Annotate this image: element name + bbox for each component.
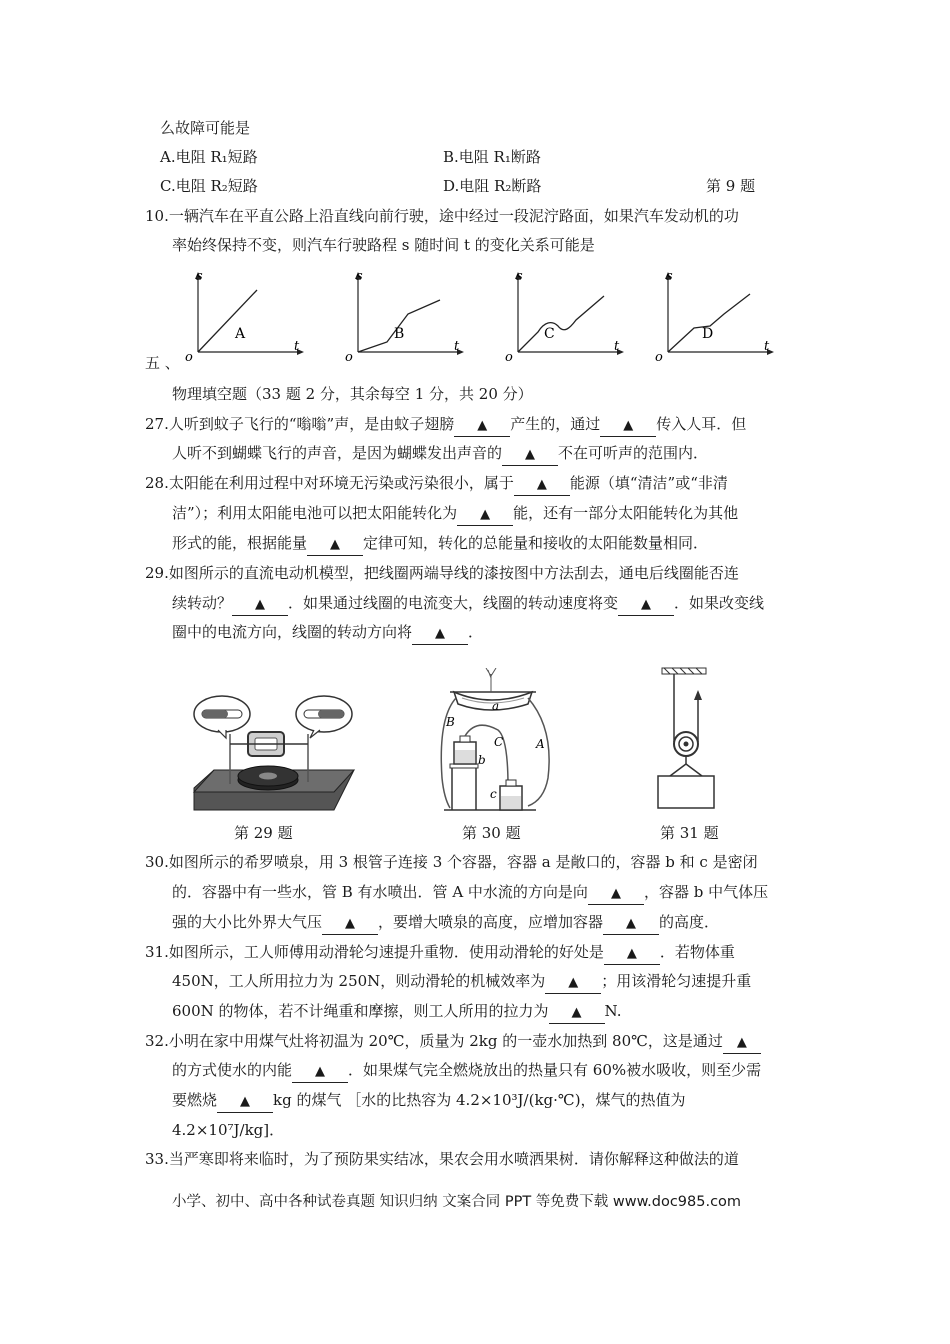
graph-b-letter: B [394, 326, 405, 342]
graph-d-s: s [666, 269, 673, 284]
graph-c-o: o [505, 350, 513, 363]
q30-text-6: 的高度． [659, 913, 720, 931]
q28-text-6: 定律可知，转化的总能量和接收的太阳能数量相同． [363, 534, 709, 552]
q31-text-5: 600N 的物体，若不计绳重和摩擦，则工人所用的拉力为 [172, 1002, 549, 1020]
q27-text-1: 27.人听到蚊子飞行的“嗡嗡”声，是由蚊子翅膀 [145, 415, 455, 433]
q29-blank-3[interactable]: ▲ [412, 622, 468, 645]
q28-blank-2[interactable]: ▲ [457, 503, 513, 526]
graph-b-s: s [356, 269, 363, 284]
q29-text-4: ．如果改变线 [674, 594, 765, 612]
q30-line1: 30.如图所示的希罗喷泉，用 3 根管子连接 3 个容器，容器 a 是敞口的，容器 b 和 c 是密闭 [145, 853, 758, 871]
q32-text-4: 要燃烧 [172, 1091, 218, 1109]
q9-option-a: A.电阻 R₁短路 [160, 148, 258, 166]
q9-figure-label: 第 9 题 [706, 177, 756, 195]
graph-a-o: o [185, 350, 193, 363]
q31-line1 [145, 942, 735, 965]
q30-text-2: 的．容器中有一些水，管 B 有水喷出．管 A 中水流的方向是向 [172, 883, 588, 901]
graph-c-s: s [516, 269, 523, 284]
q32-blank-2[interactable]: ▲ [292, 1060, 348, 1083]
q31-line3 [172, 1001, 621, 1024]
q32-line3 [172, 1090, 686, 1113]
q10-graph-a [182, 268, 312, 363]
fig30-label-b: b [478, 753, 486, 767]
fig30-label-C: C [494, 735, 504, 749]
figure-31-pulley [652, 664, 722, 814]
q30-text-4: 强的大小比外界大气压 [172, 913, 323, 931]
q28-line2 [172, 503, 738, 526]
q9-option-c: C.电阻 R₂短路 [160, 177, 258, 195]
q32-line4: 4.2×10⁷J/kg]． [172, 1121, 285, 1139]
q10-graph-d [652, 268, 782, 363]
q31-blank-3[interactable]: ▲ [549, 1001, 605, 1024]
figure-30-caption: 第 30 题 [462, 824, 521, 842]
q31-text-6: N. [604, 1002, 622, 1020]
section5-number: 五 、 [145, 354, 180, 372]
figure-31-caption: 第 31 题 [660, 824, 719, 842]
q27-text-5: 不在可听声的范围内． [558, 444, 709, 462]
fig30-label-A: A [536, 737, 545, 751]
q28-text-3: 洁”）；利用太阳能电池可以把太阳能转化为 [172, 504, 458, 522]
q30-blank-1[interactable]: ▲ [588, 882, 644, 905]
q9-option-d: D.电阻 R₂断路 [443, 177, 542, 195]
q31-blank-2[interactable]: ▲ [545, 971, 601, 994]
figure-30-fountain [436, 668, 566, 818]
section5-title: 物理填空题（33 题 2 分，其余每空 1 分，共 20 分） [172, 385, 533, 403]
q30-text-5: ，要增大喷泉的高度，应增加容器 [378, 913, 604, 931]
q30-line3 [172, 912, 719, 935]
q32-text-3: ．如果煤气完全燃烧放出的热量只有 60%被水吸收，则至少需 [348, 1061, 762, 1079]
graph-d-letter: D [702, 326, 714, 342]
fig30-label-B: B [446, 715, 455, 729]
graph-d-t: t [764, 339, 770, 354]
graph-d-o: o [655, 350, 663, 363]
q10-graph-c [502, 268, 632, 363]
fig30-label-c: c [490, 787, 497, 801]
q27-text-3: 传入人耳．但 [656, 415, 747, 433]
graph-b-o: o [345, 350, 353, 363]
q29-line3 [172, 622, 483, 645]
figure-29-motor [190, 692, 360, 816]
q30-line2 [172, 882, 768, 905]
q29-text-3: ．如果通过线圈的电流变大，线圈的转动速度将变 [288, 594, 619, 612]
figure-29-caption: 第 29 题 [234, 824, 293, 842]
q30-blank-3[interactable]: ▲ [603, 912, 659, 935]
q27-text-2: 产生的，通过 [510, 415, 601, 433]
q9-tail: 么故障可能是 [160, 119, 251, 137]
q27-text-4: 人听不到蝴蝶飞行的声音，是因为蝴蝶发出声音的 [172, 444, 503, 462]
q32-line2 [172, 1060, 761, 1083]
page-footer: 小学、初中、高中各种试卷真题 知识归纳 文案合同 PPT 等免费下载 www.doc985.com [172, 1194, 742, 1210]
q28-text-2: 能源（填“清洁”或“非清 [569, 474, 728, 492]
q32-blank-1[interactable]: ▲ [723, 1031, 761, 1054]
q10-line1: 10.一辆汽车在平直公路上沿直线向前行驶，途中经过一段泥泞路面，如果汽车发动机的功 [145, 207, 739, 225]
q31-blank-1[interactable]: ▲ [604, 942, 660, 965]
q28-blank-3[interactable]: ▲ [307, 533, 363, 556]
q29-line1: 29.如图所示的直流电动机模型，把线圈两端导线的漆按图中方法刮去，通电后线圈能否连 [145, 564, 739, 582]
q32-line1 [145, 1031, 761, 1054]
q32-text-1: 32.小明在家中用煤气灶将初温为 20℃，质量为 2kg 的一壶水加热到 80℃，这是通过 [145, 1032, 723, 1050]
graph-c-letter: C [544, 326, 555, 342]
graph-a-letter: A [235, 326, 246, 342]
q27-blank-3[interactable]: ▲ [502, 443, 558, 466]
q28-blank-1[interactable]: ▲ [514, 473, 570, 496]
q29-blank-2[interactable]: ▲ [618, 593, 674, 616]
q28-line3 [172, 533, 708, 556]
q28-text-4: 能，还有一部分太阳能转化为其他 [513, 504, 739, 522]
q27-blank-1[interactable]: ▲ [454, 414, 510, 437]
q28-line1 [145, 473, 728, 496]
q27-blank-2[interactable]: ▲ [600, 414, 656, 437]
q32-blank-3[interactable]: ▲ [217, 1090, 273, 1113]
q29-text-5: 圈中的电流方向，线圈的转动方向将 [172, 623, 413, 641]
q28-text-5: 形式的能，根据能量 [172, 534, 308, 552]
q32-text-5: kg 的煤气 ［水的比热容为 4.2×10³J/(kg·℃)，煤气的热值为 [273, 1091, 686, 1109]
q31-text-2: ．若物体重 [659, 943, 735, 961]
q31-text-1: 31.如图所示，工人师傅用动滑轮匀速提升重物．使用动滑轮的好处是 [145, 943, 604, 961]
q31-text-3: 450N，工人所用拉力为 250N，则动滑轮的机械效率为 [172, 972, 546, 990]
q28-text-1: 28.太阳能在利用过程中对环境无污染或污染很小，属于 [145, 474, 514, 492]
q29-line2 [172, 593, 764, 616]
q30-blank-2[interactable]: ▲ [322, 912, 378, 935]
graph-a-t: t [294, 339, 300, 354]
q27-line1 [145, 414, 746, 437]
q29-text-2: 续转动？ [172, 594, 233, 612]
graph-c-t: t [614, 339, 620, 354]
q31-text-4: ；用该滑轮匀速提升重 [601, 972, 752, 990]
graph-b-t: t [454, 339, 460, 354]
q29-text-6: ． [468, 623, 484, 641]
graph-a-s: s [196, 269, 203, 284]
fig30-label-a: a [492, 699, 500, 713]
q32-text-2: 的方式使水的内能 [172, 1061, 293, 1079]
q30-text-3: ，容器 b 中气体压 [643, 883, 769, 901]
q29-blank-1[interactable]: ▲ [232, 593, 288, 616]
q27-line2 [172, 443, 708, 466]
q31-line2 [172, 971, 751, 994]
q9-option-b: B.电阻 R₁断路 [443, 148, 541, 166]
q33-line1: 33.当严寒即将来临时，为了预防果实结冰，果农会用水喷洒果树．请你解释这种做法的道 [145, 1150, 739, 1168]
q10-line2: 率始终保持不变，则汽车行驶路程 s 随时间 t 的变化关系可能是 [172, 236, 595, 254]
q10-graph-b [342, 268, 472, 363]
